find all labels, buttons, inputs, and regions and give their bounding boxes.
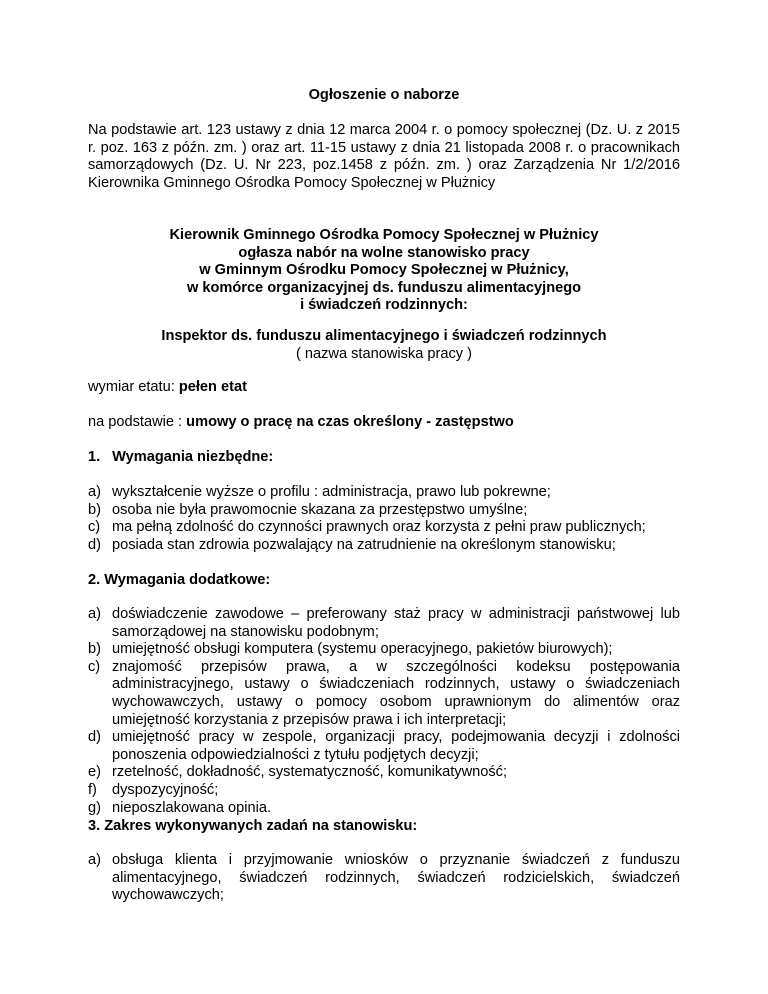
- legal-basis-paragraph: Na podstawie art. 123 ustawy z dnia 12 marca 2004 r. o pomocy społecznej (Dz. U. z 2015 r. poz. 163 z późn. zm. ) oraz art. 11-15 ustawy z dnia 21 listopada 2008 r. o pracownikach samorządowych (Dz. U. Nr 223, poz.1458 z późn. zm. ) oraz Zarządzenia Nr 1/2/2016 Kierownika Gminnego Ośrodka Pomocy Społecznej w Płużnicy: [88, 122, 680, 191]
- list-item: c) ma pełną zdolność do czynności prawnych oraz korzysta z pełni praw publicznych;: [88, 519, 646, 536]
- position-caption: ( nazwa stanowiska pracy ): [295, 345, 472, 362]
- section1-number: 1.: [88, 449, 101, 465]
- employment-label: wymiar etatu:: [88, 379, 179, 395]
- list-item: d) posiada stan zdrowia pozwalający na zatrudnienie na określonym stanowisku;: [88, 536, 616, 553]
- announcement-line: i świadczeń rodzinnych:: [300, 297, 468, 314]
- basis-label: na podstawie :: [88, 414, 187, 430]
- document-title: Ogłoszenie o naborze: [308, 87, 460, 103]
- section1-heading: [88, 449, 273, 467]
- position-title: Inspektor ds. funduszu alimentacyjnego i świadczeń rodzinnych: [161, 328, 607, 344]
- list-item: b) umiejętność obsługi komputera (systemu operacyjnego, pakietów biurowych);: [88, 641, 613, 658]
- list-item: a) doświadczenie zawodowe – preferowany staż pracy w administracji państwowej lub samorządowej na stanowisku podobnym;: [88, 606, 680, 640]
- employment-value: pełen etat: [178, 379, 247, 395]
- basis-line: [88, 414, 680, 432]
- list-item: f) dyspozycyjność;: [88, 781, 219, 798]
- announcement-line: ogłasza nabór na wolne stanowisko pracy: [238, 244, 530, 261]
- list-item: d) umiejętność pracy w zespole, organizacji pracy, podejmowania decyzji i zdolności ponoszenia odpowiedzialności z tytułu podjętych decyzji;: [88, 729, 680, 763]
- list-item: c) znajomość przepisów prawa, a w szczególności kodeksu postępowania administracyjnego, ustawy o świadczeniach rodzinnych, ustawy o świadczeniach wychowawczych, ustawy o pomocy osobom uprawnionym do alimentów oraz umiejętność korzystania z przepisów prawa i ich interpretacji;: [88, 658, 680, 728]
- section1-title: Wymagania niezbędne:: [112, 449, 274, 465]
- announcement-line: Kierownik Gminnego Ośrodka Pomocy Społecznej w Płużnicy: [169, 227, 599, 243]
- list-item: a) wykształcenie wyższe o profilu : administracja, prawo lub pokrewne;: [88, 484, 551, 500]
- announcement-line: w komórce organizacyjnej ds. funduszu alimentacyjnego: [186, 279, 582, 296]
- list-item: b) osoba nie była prawomocnie skazana za przestępstwo umyślne;: [88, 501, 528, 518]
- position-block: [88, 328, 680, 363]
- section3-list: [88, 852, 680, 905]
- announcement-block: [88, 227, 680, 315]
- basis-value: umowy o pracę na czas określony - zastępstwo: [186, 414, 514, 430]
- list-item: e) rzetelność, dokładność, systematyczność, komunikatywność;: [88, 764, 508, 781]
- section2-heading: 2. Wymagania dodatkowe:: [88, 572, 271, 588]
- list-item: g) nieposzlakowana opinia.: [88, 799, 272, 816]
- section2-list: [88, 606, 680, 817]
- list-item: a) obsługa klienta i przyjmowanie wniosków o przyznanie świadczeń z funduszu alimentacyjnego, świadczeń rodzinnych, świadczeń rodzicielskich, świadczeń wychowawczych;: [88, 852, 680, 904]
- employment-line: [88, 379, 680, 397]
- section1-list: [88, 484, 680, 554]
- announcement-line: w Gminnym Ośrodku Pomocy Społecznej w Płużnicy,: [199, 262, 569, 279]
- section3-heading: 3. Zakres wykonywanych zadań na stanowisku:: [88, 818, 418, 834]
